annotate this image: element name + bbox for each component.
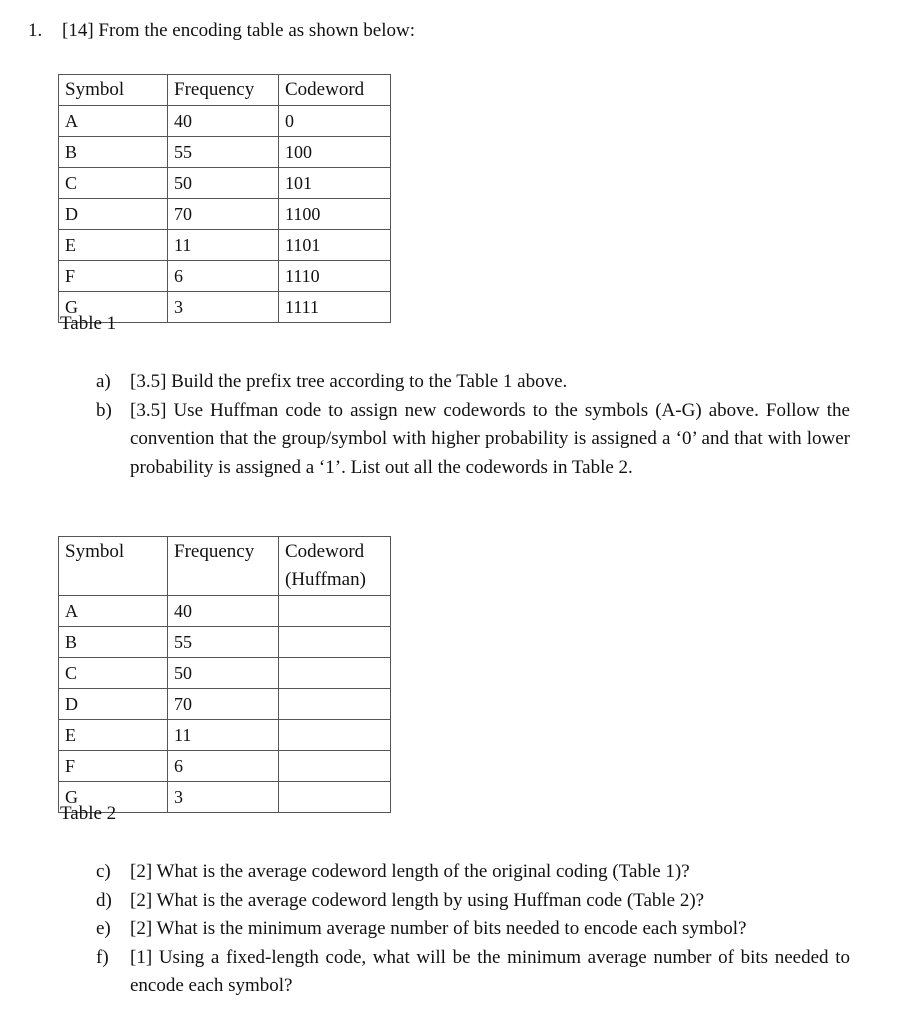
- cell-symbol: C: [59, 658, 168, 689]
- table-row: [59, 137, 391, 168]
- part-e: [96, 915, 850, 944]
- question-text: [14] From the encoding table as shown below:: [62, 20, 416, 41]
- cell-codeword-blank[interactable]: [279, 720, 391, 751]
- part-label: a): [96, 371, 111, 392]
- cell-symbol: D: [59, 689, 168, 720]
- cell-frequency: 6: [168, 751, 279, 782]
- cell-frequency: 55: [168, 627, 279, 658]
- table-2-header-row: [59, 537, 391, 596]
- cell-symbol: A: [59, 106, 168, 137]
- part-text: [2] What is the average codeword length by using Huffman code (Table 2)?: [130, 889, 705, 911]
- table-row: [59, 230, 391, 261]
- part-text: [2] What is the minimum average number of bits needed to encode each symbol?: [130, 918, 747, 939]
- cell-frequency: 40: [168, 106, 279, 137]
- cell-frequency: 55: [168, 137, 279, 168]
- cell-symbol: A: [59, 596, 168, 627]
- table-row: [59, 261, 391, 292]
- cell-codeword: 100: [279, 137, 391, 168]
- part-label: d): [96, 889, 112, 911]
- part-label: e): [96, 918, 111, 939]
- cell-symbol: C: [59, 168, 168, 199]
- cell-codeword: 101: [279, 168, 391, 199]
- header-frequency: Frequency: [168, 537, 279, 596]
- cell-frequency: 50: [168, 168, 279, 199]
- table-1-header-row: [59, 75, 391, 106]
- part-c: [96, 858, 850, 887]
- table-row: [59, 106, 391, 137]
- cell-codeword-blank[interactable]: [279, 658, 391, 689]
- cell-frequency: 11: [168, 720, 279, 751]
- part-text: [3.5] Build the prefix tree according to the Table 1 above.: [130, 371, 568, 392]
- part-label: f): [96, 946, 109, 968]
- cell-codeword-blank[interactable]: [279, 782, 391, 813]
- cell-symbol: D: [59, 199, 168, 230]
- table-row: [59, 658, 391, 689]
- cell-frequency: 50: [168, 658, 279, 689]
- cell-codeword-blank[interactable]: [279, 751, 391, 782]
- cell-codeword: 1100: [279, 199, 391, 230]
- cell-symbol: G: [59, 782, 168, 813]
- table-1-caption: Table 1: [60, 313, 117, 334]
- table-2-caption: Table 2: [60, 803, 117, 824]
- cell-codeword-blank[interactable]: [279, 596, 391, 627]
- cell-symbol: B: [59, 137, 168, 168]
- part-b: [96, 397, 850, 483]
- header-frequency: Frequency: [168, 75, 279, 106]
- cell-symbol: B: [59, 627, 168, 658]
- cell-codeword: 1101: [279, 230, 391, 261]
- question-heading: [28, 20, 415, 42]
- header-symbol: Symbol: [59, 75, 168, 106]
- cell-frequency: 3: [168, 782, 279, 813]
- table-row: [59, 596, 391, 627]
- cell-symbol: F: [59, 261, 168, 292]
- cell-symbol: F: [59, 751, 168, 782]
- part-text: [3.5] Use Huffman code to assign new codewords to the symbols (A-G) above. Follow the convention that the group/symbol with higher probability is assigned a ‘0’ and that with lower probability is assigned a ‘1’. List out all the codewords in Table 2.: [130, 399, 850, 478]
- cell-frequency: 70: [168, 689, 279, 720]
- parts-c-f: [96, 858, 850, 1001]
- part-text: [2] What is the average codeword length of the original coding (Table 1)?: [130, 861, 690, 882]
- cell-frequency: 70: [168, 199, 279, 230]
- table-row: [59, 168, 391, 199]
- header-codeword-huffman: Codeword (Huffman): [279, 537, 391, 596]
- part-a: [96, 368, 850, 397]
- cell-symbol: E: [59, 230, 168, 261]
- cell-codeword: 0: [279, 106, 391, 137]
- cell-codeword-blank[interactable]: [279, 627, 391, 658]
- cell-frequency: 11: [168, 230, 279, 261]
- part-label: c): [96, 861, 111, 882]
- cell-frequency: 6: [168, 261, 279, 292]
- question-number: 1.: [28, 20, 43, 41]
- cell-frequency: 40: [168, 596, 279, 627]
- part-f: [96, 944, 850, 1001]
- parts-a-b: [96, 368, 850, 482]
- table-2: [58, 536, 391, 813]
- table-row: [59, 720, 391, 751]
- cell-codeword-blank[interactable]: [279, 689, 391, 720]
- cell-symbol: G: [59, 292, 168, 323]
- header-symbol: Symbol: [59, 537, 168, 596]
- header-codeword: Codeword: [279, 75, 391, 106]
- cell-frequency: 3: [168, 292, 279, 323]
- part-d: [96, 887, 850, 916]
- cell-codeword: 1111: [279, 292, 391, 323]
- table-row: [59, 199, 391, 230]
- table-1: [58, 74, 391, 323]
- part-label: b): [96, 399, 112, 421]
- cell-codeword: 1110: [279, 261, 391, 292]
- table-row: [59, 751, 391, 782]
- table-row: [59, 627, 391, 658]
- cell-symbol: E: [59, 720, 168, 751]
- part-text: [1] Using a fixed-length code, what will be the minimum average number of bits needed to encode each symbol?: [130, 946, 850, 996]
- table-row: [59, 689, 391, 720]
